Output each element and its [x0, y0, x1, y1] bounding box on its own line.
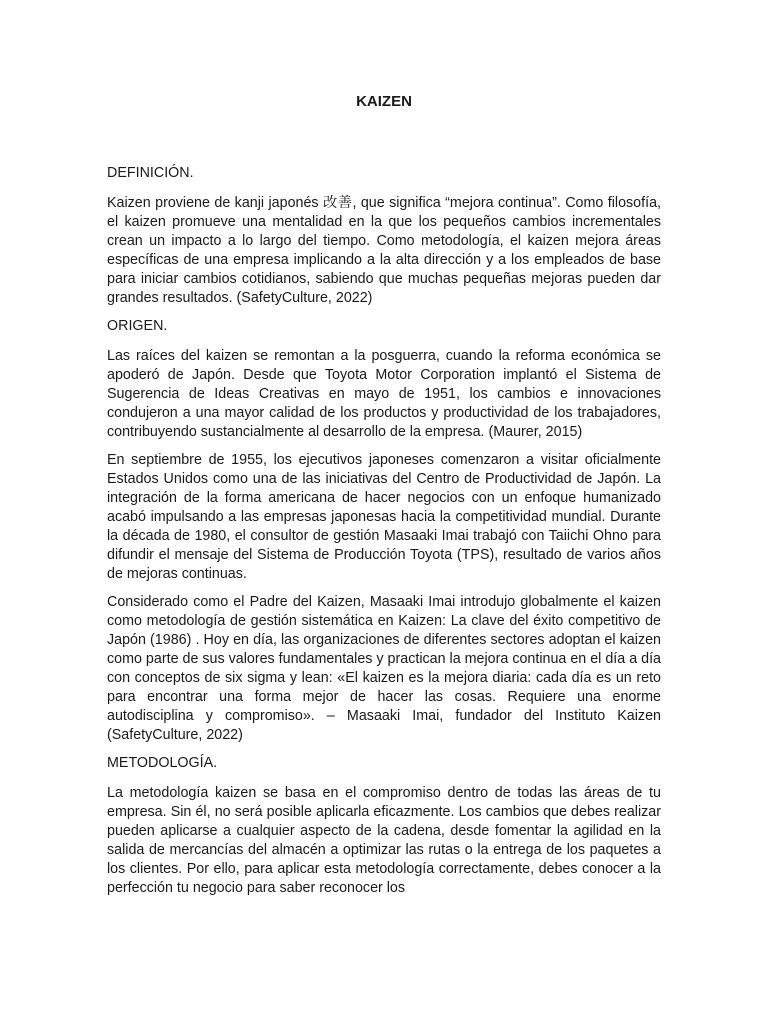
paragraph: La metodología kaizen se basa en el compromiso dentro de todas las áreas de tu empresa. Sin él, no será posible aplicarla eficazmente. Los cambios que debes realizar pueden aplicarse a cualquier aspecto de la cadena, desde fomentar la agilidad en la salida de mercancías del almacén a optimizar las rutas o la entrega de los paquetes a los clientes. Por ello, para aplicar esta metodología correctamente, debes conocer a la perfección tu negocio para saber reconocer los	[107, 785, 661, 896]
section-heading: DEFINICIÓN.	[107, 165, 194, 181]
section-heading: METODOLOGÍA.	[107, 755, 218, 771]
paragraph: En septiembre de 1955, los ejecutivos japoneses comenzaron a visitar oficialmente Estados Unidos como una de las iniciativas del Centro de Productividad de Japón. La integración de la forma americana de hacer negocios con un enfoque humanizado acabó impulsando a las empresas japonesas hacia la competitividad mundial. Durante la década de 1980, el consultor de gestión Masaaki Imai trabajó con Taiichi Ohno para difundir el mensaje del Sistema de Producción Toyota (TPS), resultado de varios años de mejoras continuas.	[107, 452, 661, 582]
paragraph: Considerado como el Padre del Kaizen, Masaaki Imai introdujo globalmente el kaizen como metodología de gestión sistemática en Kaizen: La clave del éxito competitivo de Japón (1986) . Hoy en día, las organizaciones de diferentes sectores adoptan el kaizen como parte de sus valores fundamentales y practican la mejora continua en el día a día con conceptos de six sigma y lean: «El kaizen es la mejora diaria: cada día es un reto para encontrar una forma mejor de hacer las cosas. Requiere una enorme autodisciplina y compromiso». – Masaaki Imai, fundador del Instituto Kaizen (SafetyCulture, 2022)	[107, 594, 661, 743]
section-origen	[107, 317, 661, 745]
document-title: KAIZEN	[356, 93, 412, 110]
paragraph: Kaizen proviene de kanji japonés 改善, que significa “mejora continua”. Como filosofía, el kaizen promueve una mentalidad en la que los pequeños cambios incrementales crean un impacto a lo largo del tiempo. Como metodología, el kaizen mejora áreas específicas de una empresa implicando a la alta dirección y a los empleados de base para iniciar cambios cotidianos, sabiendo que muchas pequeñas mejoras pueden dar grandes resultados. (SafetyCulture, 2022)	[107, 195, 661, 306]
section-metodologia	[107, 754, 661, 898]
section-definicion	[107, 164, 661, 308]
document-page	[107, 92, 661, 907]
section-heading: ORIGEN.	[107, 318, 168, 334]
paragraph: Las raíces del kaizen se remontan a la posguerra, cuando la reforma económica se apoderó de Japón. Desde que Toyota Motor Corporation implantó el Sistema de Sugerencia de Ideas Creativas en mayo de 1951, los cambios e innovaciones condujeron a una mayor calidad de los productos y productividad de los trabajadores, contribuyendo sustancialmente al desarrollo de la empresa. (Maurer, 2015)	[107, 348, 661, 440]
